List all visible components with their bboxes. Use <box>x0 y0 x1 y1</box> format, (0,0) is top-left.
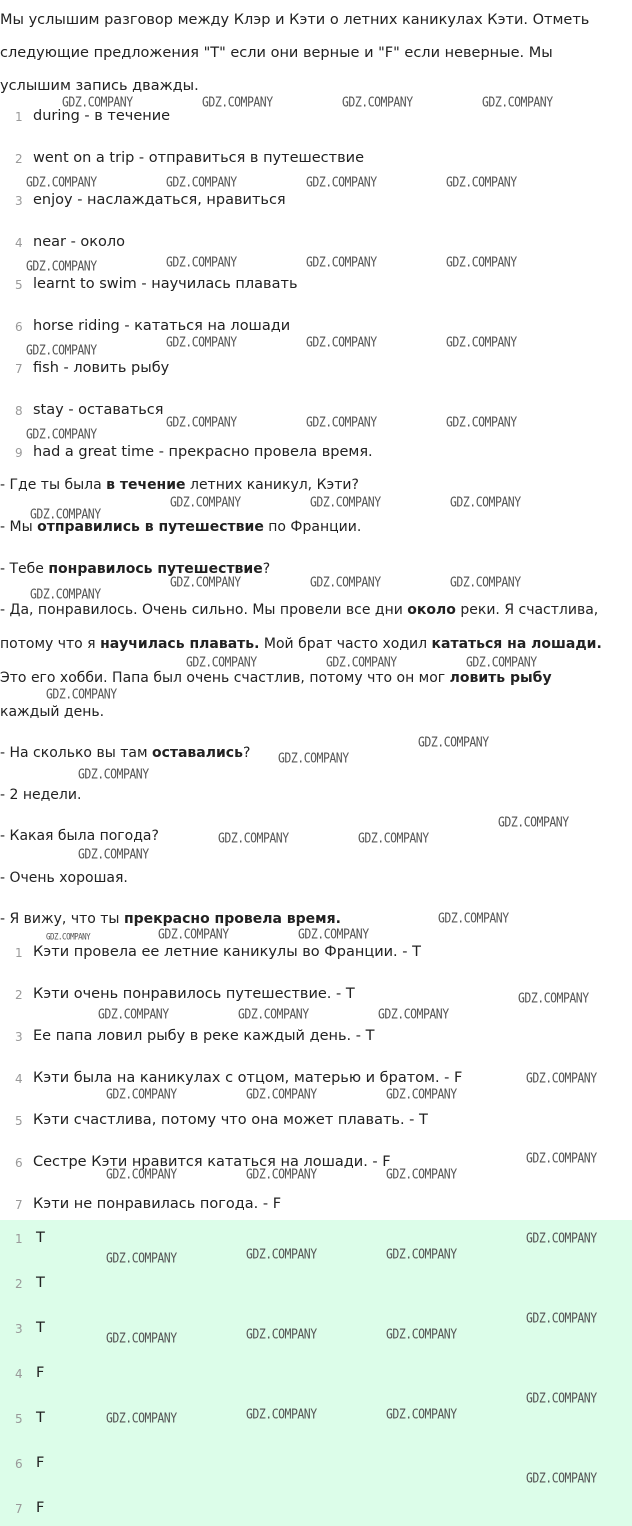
watermark: GDZ.COMPANY <box>106 1329 177 1347</box>
watermark: GDZ.COMPANY <box>158 925 229 943</box>
watermark: GDZ.COMPANY <box>26 341 97 359</box>
list-item-number: 4 <box>15 1367 23 1381</box>
list-item-number: 3 <box>15 1322 23 1336</box>
watermark: GDZ.COMPANY <box>98 1005 169 1023</box>
watermark: GDZ.COMPANY <box>342 93 413 111</box>
vocab-item: during - в течение <box>33 108 171 124</box>
watermark: GDZ.COMPANY <box>78 765 149 783</box>
vocab-item: had a great time - прекрасно провела время. <box>33 444 373 460</box>
watermark: GDZ.COMPANY <box>166 253 237 271</box>
list-item-number: 7 <box>15 1502 23 1516</box>
answer-item: F <box>36 1365 45 1381</box>
watermark: GDZ.COMPANY <box>450 493 521 511</box>
watermark: GDZ.COMPANY <box>466 653 537 671</box>
watermark: GDZ.COMPANY <box>78 845 149 863</box>
watermark: GDZ.COMPANY <box>438 909 509 927</box>
vocab-item: fish - ловить рыбу <box>33 360 170 376</box>
dialogue-line: - Какая была погода? <box>0 828 159 844</box>
watermark: GDZ.COMPANY <box>446 333 517 351</box>
list-item-number: 5 <box>15 1412 23 1426</box>
watermark: GDZ.COMPANY <box>418 733 489 751</box>
vocab-item: enjoy - наслаждаться, нравиться <box>33 192 286 208</box>
watermark: GDZ.COMPANY <box>446 173 517 191</box>
watermark: GDZ.COMPANY <box>106 1165 177 1183</box>
watermark: GDZ.COMPANY <box>386 1405 457 1423</box>
watermark: GDZ.COMPANY <box>386 1165 457 1183</box>
list-item-number: 2 <box>15 1277 23 1291</box>
watermark: GDZ.COMPANY <box>446 413 517 431</box>
watermark: GDZ.COMPANY <box>386 1325 457 1343</box>
dialogue-line: - Где ты была в течение летних каникул, Кэти? <box>0 477 359 493</box>
watermark: GDZ.COMPANY <box>386 1245 457 1263</box>
answer-item: T <box>36 1275 45 1291</box>
watermark: GDZ.COMPANY <box>526 1309 597 1327</box>
watermark: GDZ.COMPANY <box>46 931 91 942</box>
watermark: GDZ.COMPANY <box>378 1005 449 1023</box>
watermark: GDZ.COMPANY <box>26 173 97 191</box>
watermark: GDZ.COMPANY <box>310 573 381 591</box>
watermark: GDZ.COMPANY <box>26 257 97 275</box>
list-item-number: 7 <box>15 1198 23 1212</box>
watermark: GDZ.COMPANY <box>246 1245 317 1263</box>
watermark: GDZ.COMPANY <box>526 1469 597 1487</box>
statement-item: Кэти не понравилась погода. - F <box>33 1196 282 1212</box>
dialogue-line: - 2 недели. <box>0 787 82 803</box>
watermark: GDZ.COMPANY <box>106 1409 177 1427</box>
statement-item: Сестре Кэти нравится кататься на лошади. - F <box>33 1154 391 1170</box>
watermark: GDZ.COMPANY <box>170 493 241 511</box>
watermark: GDZ.COMPANY <box>306 253 377 271</box>
watermark: GDZ.COMPANY <box>306 333 377 351</box>
dialogue-line: - Я вижу, что ты прекрасно провела время. <box>0 911 341 927</box>
watermark: GDZ.COMPANY <box>306 173 377 191</box>
watermark: GDZ.COMPANY <box>386 1085 457 1103</box>
list-item-number: 1 <box>15 1232 23 1246</box>
watermark: GDZ.COMPANY <box>450 573 521 591</box>
list-item-number: 6 <box>15 1156 23 1170</box>
dialogue-line: - Да, понравилось. Очень сильно. Мы провели все дни около реки. Я счастлива, <box>0 602 599 618</box>
watermark: GDZ.COMPANY <box>246 1405 317 1423</box>
vocab-item: went on a trip - отправиться в путешествие <box>33 150 364 166</box>
list-item-number: 3 <box>15 194 23 208</box>
list-item-number: 2 <box>15 152 23 166</box>
watermark: GDZ.COMPANY <box>166 413 237 431</box>
watermark: GDZ.COMPANY <box>498 813 569 831</box>
watermark: GDZ.COMPANY <box>526 1149 597 1167</box>
list-item-number: 1 <box>15 110 23 124</box>
statement-item: Ее папа ловил рыбу в реке каждый день. - T <box>33 1028 375 1044</box>
watermark: GDZ.COMPANY <box>446 253 517 271</box>
dialogue-line: - Тебе понравилось путешествие? <box>0 561 271 577</box>
list-item-number: 1 <box>15 946 23 960</box>
statement-item: Кэти провела ее летние каникулы во Франции. - T <box>33 944 421 960</box>
watermark: GDZ.COMPANY <box>166 333 237 351</box>
watermark: GDZ.COMPANY <box>30 585 101 603</box>
watermark: GDZ.COMPANY <box>278 749 349 767</box>
watermark: GDZ.COMPANY <box>246 1085 317 1103</box>
vocab-item: stay - оставаться <box>33 402 164 418</box>
watermark: GDZ.COMPANY <box>246 1165 317 1183</box>
dialogue-line: потому что я научилась плавать. Мой брат часто ходил кататься на лошади. <box>0 636 602 652</box>
watermark: GDZ.COMPANY <box>326 653 397 671</box>
statement-item: Кэти была на каникулах с отцом, матерью и братом. - F <box>33 1070 463 1086</box>
answer-item: T <box>36 1320 45 1336</box>
watermark: GDZ.COMPANY <box>202 93 273 111</box>
vocab-item: horse riding - кататься на лошади <box>33 318 291 334</box>
dialogue-line: - Очень хорошая. <box>0 870 128 886</box>
watermark: GDZ.COMPANY <box>482 93 553 111</box>
watermark: GDZ.COMPANY <box>166 173 237 191</box>
watermark: GDZ.COMPANY <box>246 1325 317 1343</box>
list-item-number: 3 <box>15 1030 23 1044</box>
dialogue-line: - Мы отправились в путешествие по Франции. <box>0 519 362 535</box>
dialogue-line: - На сколько вы там оставались? <box>0 745 251 761</box>
watermark: GDZ.COMPANY <box>106 1249 177 1267</box>
watermark: GDZ.COMPANY <box>526 1229 597 1247</box>
watermark: GDZ.COMPANY <box>526 1069 597 1087</box>
watermark: GDZ.COMPANY <box>26 425 97 443</box>
watermark: GDZ.COMPANY <box>170 573 241 591</box>
watermark: GDZ.COMPANY <box>218 829 289 847</box>
answer-item: T <box>36 1230 45 1246</box>
watermark: GDZ.COMPANY <box>30 505 101 523</box>
watermark: GDZ.COMPANY <box>62 93 133 111</box>
watermark: GDZ.COMPANY <box>310 493 381 511</box>
statement-item: Кэти очень понравилось путешествие. - T <box>33 986 355 1002</box>
watermark: GDZ.COMPANY <box>186 653 257 671</box>
watermark: GDZ.COMPANY <box>298 925 369 943</box>
list-item-number: 5 <box>15 278 23 292</box>
watermark: GDZ.COMPANY <box>306 413 377 431</box>
statement-item: Кэти счастлива, потому что она может плавать. - T <box>33 1112 428 1128</box>
answer-item: T <box>36 1410 45 1426</box>
watermark: GDZ.COMPANY <box>526 1389 597 1407</box>
list-item-number: 8 <box>15 404 23 418</box>
watermark: GDZ.COMPANY <box>238 1005 309 1023</box>
answer-item: F <box>36 1500 45 1516</box>
list-item-number: 4 <box>15 1072 23 1086</box>
watermark: GDZ.COMPANY <box>46 685 117 703</box>
watermark: GDZ.COMPANY <box>106 1085 177 1103</box>
watermark: GDZ.COMPANY <box>358 829 429 847</box>
answer-item: F <box>36 1455 45 1471</box>
dialogue-line: каждый день. <box>0 704 105 720</box>
list-item-number: 9 <box>15 446 23 460</box>
watermark: GDZ.COMPANY <box>518 989 589 1007</box>
list-item-number: 7 <box>15 362 23 376</box>
vocab-item: learnt to swim - научилась плавать <box>33 276 298 292</box>
list-item-number: 6 <box>15 1457 23 1471</box>
list-item-number: 6 <box>15 320 23 334</box>
vocab-item: near - около <box>33 234 126 250</box>
dialogue-line: Это его хобби. Папа был очень счастлив, потому что он мог ловить рыбу <box>0 670 552 686</box>
list-item-number: 5 <box>15 1114 23 1128</box>
list-item-number: 4 <box>15 236 23 250</box>
list-item-number: 2 <box>15 988 23 1002</box>
intro-text: Мы услышим разговор между Клэр и Кэти о летних каникулах Кэти. Отметь следующие предложения "T" если они верные и "F" если неверные. Мы услышим запись дважды. <box>0 12 590 94</box>
